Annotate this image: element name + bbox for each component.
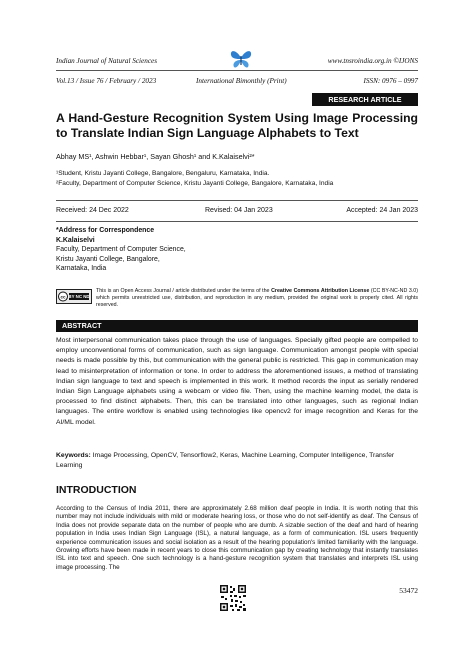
- keywords-text: Image Processing, OpenCV, Tensorflow2, Keras, Machine Learning, Computer Intelligence, Transfer Learning: [56, 452, 395, 470]
- butterfly-logo-icon: [229, 48, 253, 70]
- correspondence-line-3: Karnataka, India: [56, 265, 107, 273]
- svg-text:cc: cc: [60, 294, 66, 300]
- issue-info: Vol.13 / Issue 76 / February / 2023: [56, 77, 157, 85]
- abstract-heading-bar: [56, 320, 418, 332]
- license-text-after: (CC BY-NC-ND 3.0) which permits unrestricted use, distribution, and reproduction in any medium, provided the original work is properly cited. All rights reserved.: [96, 288, 418, 309]
- accepted-date: Accepted: 24 Jan 2023: [346, 207, 418, 214]
- received-date: Received: 24 Dec 2022: [56, 207, 129, 214]
- introduction-heading: INTRODUCTION: [56, 484, 137, 496]
- introduction-text: According to the Census of India 2011, there are approximately 2.68 million deaf people in India. It is worth noting that this number may not include individuals with mild or moderate hearing loss, or those who do not self-identify as deaf. The Census of India does not provide separate data on the number of people who are dumb. A sizable section of the deaf and hard of hearing population in India uses Indian Sign Language (ISL), a natural language, as a form of communication. ISL users frequently experience communication issues and social isolation as a result of the hearing population's limited familiarity with the language. Growing efforts have been made in recent years to close this communication gap by creating technology that instantly translates ISL into text and speech. One such technology is a hand-gesture recognition system that translates and interprets ISL using image processing. The: [56, 505, 418, 571]
- affiliations: [56, 169, 418, 189]
- license-link[interactable]: Creative Commons Attribution License: [271, 288, 370, 294]
- correspondence-heading: *Address for Correspondence: [56, 227, 155, 234]
- correspondence-line-1: Faculty, Department of Computer Science,: [56, 246, 186, 254]
- publication-frequency: International Bimonthly (Print): [196, 77, 287, 85]
- qr-code-icon: [219, 584, 247, 612]
- article-type-badge: RESEARCH ARTICLE: [312, 93, 418, 106]
- affiliation-1: ¹Student, Kristu Jayanti College, Bangalore, Bengaluru, Karnataka, India.: [56, 170, 270, 177]
- journal-name: Indian Journal of Natural Sciences: [56, 57, 158, 65]
- authors: Abhay MS¹, Ashwin Hebbar¹, Sayan Ghosh¹ and K.Kalaiselvi²*: [56, 152, 255, 161]
- page-number: 53472: [399, 586, 418, 595]
- correspondence-line-2: Kristu Jayanti College, Bangalore,: [56, 255, 160, 263]
- keywords: [56, 451, 418, 471]
- license-text-top: [96, 288, 418, 310]
- dates-top-divider: [56, 200, 418, 201]
- correspondence-name: K.Kalaiselvi: [56, 236, 95, 244]
- header-divider: [56, 70, 418, 71]
- revised-date: Revised: 04 Jan 2023: [205, 207, 273, 214]
- abstract-heading: ABSTRACT: [62, 321, 102, 330]
- abstract-text: Most interpersonal communication takes place through the use of languages. Specially gifted people are compelled to employ unconventional forms of communication, such as sign language. Communication amongst people with special needs is made possible by this, but communication with the general public is restricted. This gap in communication may lead to misinterpretation of information or tone. In order to address the aforementioned issues, a method of translating Indian sign language to text and speech is implemented in this work. It method records the input as serially rendered Indian Sign Language alphabets using a webcam or video file. Then, using the machine learning model, the data is processed to find distinct alphabets. Then, this can be translated into other languages, such as regional Indian languages. The entire workflow is enabled using technologies like opencv2 for image recognition and Keras for the AI/ML model.: [56, 337, 418, 426]
- affiliation-2: ²Faculty, Department of Computer Science, Kristu Jayanti College, Bangalore, Karnataka, India: [56, 180, 334, 187]
- license-text-before: This is an Open Access Journal / article distributed under the terms of the: [96, 288, 272, 294]
- issn: ISSN: 0976 – 0997: [363, 77, 418, 85]
- journal-website: www.tnsroindia.org.in ©IJONS: [327, 57, 418, 65]
- keywords-label: Keywords:: [56, 452, 91, 459]
- correspondence-block: [56, 226, 186, 274]
- dates-bottom-divider: [56, 221, 418, 222]
- creative-commons-badge-icon: [56, 289, 92, 304]
- svg-text:BY NC ND: BY NC ND: [68, 294, 90, 300]
- article-title: A Hand-Gesture Recognition System Using Image Processing to Translate Indian Sign Language Alphabets to Text: [56, 111, 418, 140]
